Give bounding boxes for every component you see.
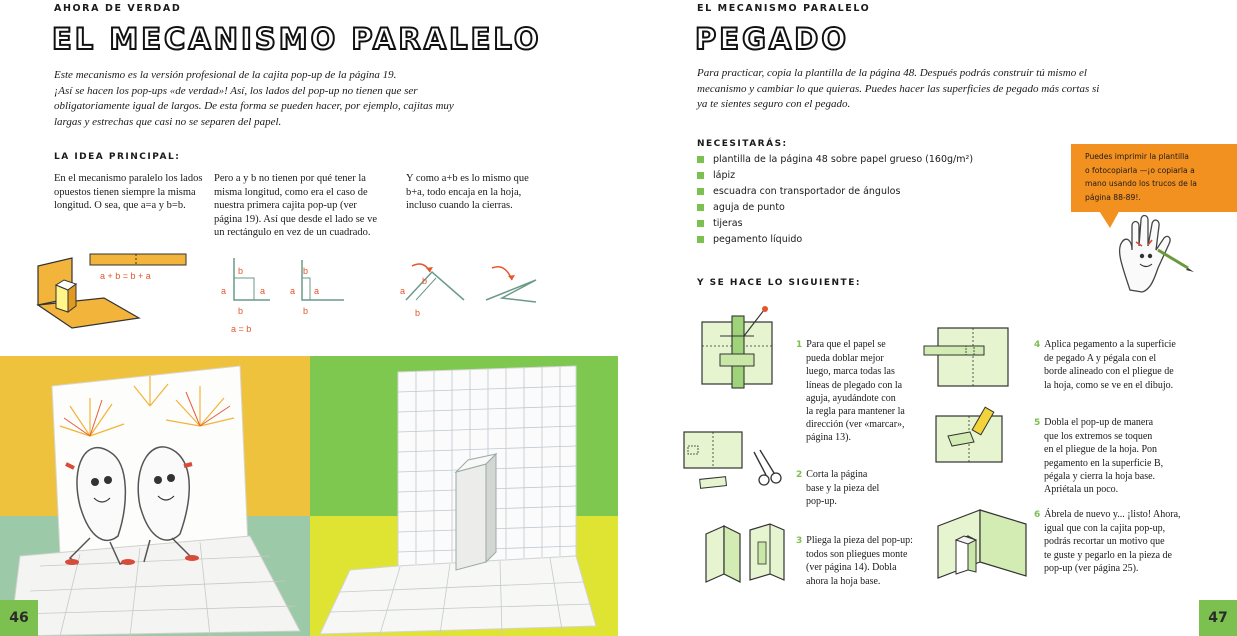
idea-heading: LA IDEA PRINCIPAL: (54, 152, 181, 162)
step-number: 2 (796, 470, 803, 480)
material-label: lápiz (713, 170, 736, 181)
list-item (697, 232, 1057, 248)
step-text: Corta la página (806, 469, 868, 480)
folding-diagram (396, 258, 546, 314)
left-kicker: AHORA DE VERDAD (54, 3, 182, 14)
step-number: 4 (1034, 340, 1041, 350)
bullet-icon (697, 188, 704, 195)
list-item (697, 168, 1057, 184)
text-line: b+a, todo encaja en la hoja, (406, 186, 522, 198)
step-line (796, 468, 926, 482)
step-text: Aplica pegamento a la superficie (1044, 339, 1176, 350)
step-line: pop-up (ver página 25). (1044, 562, 1139, 574)
material-label: tijeras (713, 218, 743, 229)
intro-line: obligatoriamente igual de largos. De esta forma se pueden hacer, por ejemplo, cajitas muy (54, 100, 454, 112)
figures-popup-illustration (0, 356, 310, 636)
step4-glue-illustration (922, 322, 1014, 390)
callout-line: Puedes imprimir la plantilla (1085, 152, 1189, 161)
step-line: pueda doblar mejor (806, 353, 884, 365)
step-line: que los extremos se toquen (1044, 431, 1153, 443)
step3-folding-illustration (700, 520, 790, 586)
label-b: b (238, 306, 244, 316)
step-line (1034, 416, 1204, 430)
bullet-icon (697, 220, 704, 227)
step6-finished-popup-illustration (934, 506, 1030, 588)
label-b: b (303, 266, 309, 276)
step-4 (1034, 338, 1204, 392)
box-diagram (34, 250, 227, 330)
right-kicker: EL MECANISMO PARALELO (697, 3, 871, 14)
material-label: plantilla de la página 48 sobre papel grueso (160g/m²) (713, 154, 974, 165)
tip-callout (1071, 144, 1237, 212)
text-line: longitud. O sea, que a=a y b=b. (54, 200, 186, 211)
label-a: a (260, 286, 266, 296)
step-line (1034, 338, 1204, 352)
step5-fold-glue-illustration (930, 402, 1012, 466)
bullet-icon (697, 172, 704, 179)
step-line: pégala y cierra la hoja base. (1044, 470, 1156, 482)
intro-line: mecanismo y cambiar lo que quieras. Puedes hacer las superficies de pegado más cortas si (697, 82, 1100, 95)
step-line: todos son pliegues monte (806, 549, 908, 561)
text-line: nuestra primera cajita pop-up (ver (214, 200, 357, 211)
step-line: base y la pieza del (806, 483, 880, 495)
material-label: escuadra con transportador de ángulos (713, 186, 901, 197)
step-text: Ábrela de nuevo y... ¡listo! Ahora, (1044, 509, 1181, 520)
photo-grid-popup (310, 356, 618, 636)
step-line: la regla para mantener la (806, 406, 905, 418)
idea-column-2 (214, 172, 399, 240)
step-text: Dobla el pop-up de manera (1044, 417, 1154, 428)
step-line: de pegado A y pégala con el (1044, 353, 1157, 365)
step-number: 3 (796, 536, 803, 546)
right-page-number: 47 (1199, 600, 1237, 636)
list-item (697, 152, 1057, 168)
right-page-title: PEGADO (695, 22, 850, 56)
idea-column-1 (54, 172, 214, 213)
label-b: b (238, 266, 244, 276)
hand-character-icon (1092, 206, 1202, 298)
step-2 (796, 468, 926, 509)
needs-heading: NECESITARÁS: (697, 139, 788, 149)
label-a: a (221, 286, 227, 296)
list-item (697, 200, 1057, 216)
grid-popup-illustration (310, 356, 618, 636)
intro-line: ¡Así se hacen los pop-ups «de verdad»! Así, los lados del pop-up no tienen que ser (54, 84, 418, 97)
step-line (796, 338, 926, 352)
right-intro (697, 66, 1147, 113)
callout-line: página 88-89!. (1085, 192, 1141, 202)
label-a: a (400, 286, 406, 296)
step-line: la hoja, como se ve en el dibujo. (1044, 379, 1174, 391)
step-number: 5 (1034, 418, 1041, 428)
callout-line: o fotocopiarla —¡o copiarla a (1085, 165, 1195, 175)
left-intro (54, 68, 494, 130)
step-line: página 13). (806, 432, 851, 444)
list-item (697, 184, 1057, 200)
step-line: (ver página 14). Dobla (806, 562, 897, 574)
label-b: b (303, 306, 309, 316)
step-text: Para que el papel se (806, 339, 886, 350)
step-line: líneas de plegado con la (806, 379, 903, 391)
step2-cutting-illustration (680, 426, 792, 492)
bullet-icon (697, 204, 704, 211)
step-text: Pliega la pieza del pop-up: (806, 535, 913, 546)
step-number: 1 (796, 340, 803, 350)
left-page-title: EL MECANISMO PARALELO (52, 22, 542, 56)
label-eq: a = b (231, 324, 252, 334)
strip-label: a + b = b + a (100, 271, 151, 281)
step-line (1034, 508, 1204, 522)
intro-line: ya te sientes seguro con el pegado. (697, 98, 851, 110)
label-a: a (314, 286, 320, 296)
idea-column-3 (406, 172, 556, 213)
steps-heading: Y SE HACE LO SIGUIENTE: (697, 278, 861, 288)
step-line: en el pliegue de la hoja. Pon (1044, 444, 1158, 456)
step-line: pegamento en la superficie B, (1044, 457, 1164, 469)
intro-line: Este mecanismo es la versión profesional de la cajita pop-up de la página 19. (54, 69, 397, 81)
callout-line: mano usando los trucos de la (1085, 179, 1197, 188)
text-line: incluso cuando la cierras. (406, 200, 513, 211)
label-b: b (415, 308, 421, 318)
text-line: misma longitud, como era el caso de (214, 186, 368, 198)
text-line: Y como a+b es lo mismo que (406, 173, 529, 184)
bullet-icon (697, 236, 704, 243)
step-1 (796, 338, 926, 445)
step-line: pop-up. (806, 496, 837, 508)
step-3 (796, 534, 946, 588)
step-6 (1034, 508, 1204, 575)
bullet-icon (697, 156, 704, 163)
step-line: dirección (ver «marcar», (806, 419, 905, 431)
rectangle-diagram (222, 254, 352, 314)
step-line: borde alineado con el pliegue de (1044, 366, 1174, 378)
step-5 (1034, 416, 1204, 496)
step-line: te guste y pegarlo en la pieza de (1044, 549, 1172, 561)
label-a: a (290, 286, 296, 296)
step-line (796, 534, 946, 548)
list-item (697, 216, 1057, 232)
label-b: b (422, 276, 428, 286)
step-line: aguja, ayudándote con (806, 392, 896, 404)
intro-line: largas y estrechas que casi no se separen del papel. (54, 115, 282, 128)
text-line: opuestos tienen siempre la misma (54, 186, 196, 198)
material-label: aguja de punto (713, 202, 785, 213)
text-line: página 19). Así que desde el lado se ve (214, 213, 377, 225)
materials-list (697, 152, 1057, 248)
intro-line: Para practicar, copia la plantilla de la página 48. Después podrás construir tú mismo el (697, 67, 1087, 79)
text-line: un rectángulo en vez de un cuadrado. (214, 227, 371, 238)
step-number: 6 (1034, 510, 1041, 520)
step-line: luego, marca todas las (806, 366, 895, 378)
step1-scoring-illustration (698, 306, 786, 392)
step-line: igual que con la cajita pop-up, (1044, 523, 1166, 535)
text-line: Pero a y b no tienen por qué tener la (214, 173, 366, 184)
step-line: ahora la hoja base. (806, 575, 881, 587)
text-line: En el mecanismo paralelo los lados (54, 173, 203, 184)
photo-figures-popup (0, 356, 310, 636)
step-line: podrás recortar un motivo que (1044, 536, 1165, 548)
material-label: pegamento líquido (713, 234, 803, 245)
step-line: Apriétala un poco. (1044, 484, 1119, 496)
left-page-number: 46 (0, 600, 38, 636)
